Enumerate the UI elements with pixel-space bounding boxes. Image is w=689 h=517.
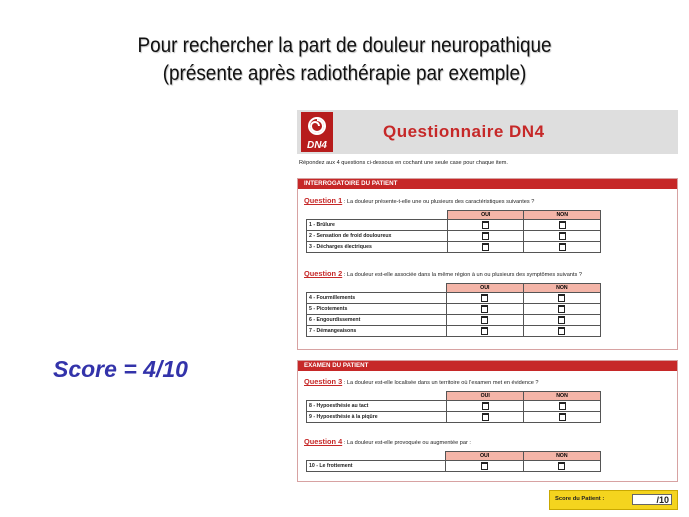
item-label: 7 - Démangeaisons (307, 326, 447, 337)
table-row (307, 326, 601, 337)
no-checkbox[interactable] (558, 305, 565, 313)
yes-checkbox[interactable] (481, 305, 488, 313)
no-checkbox[interactable] (558, 294, 565, 302)
no-checkbox[interactable] (559, 243, 566, 251)
question-3-table (306, 391, 601, 423)
no-checkbox[interactable] (559, 232, 566, 240)
no-checkbox[interactable] (558, 462, 565, 470)
slide-title-line-2: (présente après radiothérapie par exemple) (162, 62, 527, 85)
question-number: Question 2 (304, 269, 343, 278)
yes-checkbox[interactable] (481, 327, 488, 335)
dn4-logo (301, 112, 333, 152)
yes-checkbox[interactable] (482, 413, 489, 421)
table-row (307, 242, 601, 253)
questionnaire-header (297, 110, 678, 154)
item-label: 1 - Brûlure (307, 220, 448, 231)
item-label: 5 - Picotements (307, 304, 447, 315)
item-label: 10 - Le frottement (307, 461, 446, 472)
dn4-questionnaire (297, 108, 678, 513)
item-label: 3 - Décharges électriques (307, 242, 448, 253)
question-number: Question 3 (304, 377, 343, 386)
section-examen (297, 360, 678, 482)
question-number: Question 1 (304, 196, 343, 205)
question-text: : La douleur est-elle provoquée ou augmentée par : (342, 440, 471, 446)
table-row (307, 304, 601, 315)
question-text: : La douleur est-elle associée dans la même région à un ou plusieurs des symptômes suivants ? (342, 272, 582, 278)
item-label: 4 - Fourmillements (307, 293, 447, 304)
table-row (307, 461, 601, 472)
yes-column-header: OUI (447, 392, 524, 401)
section-header: EXAMEN DU PATIENT (298, 361, 677, 371)
patient-score-box (549, 490, 678, 510)
item-label: 8 - Hypoesthésie au tact (307, 401, 447, 412)
question-text: : La douleur présente-t-elle une ou plusieurs des caractéristiques suivantes ? (342, 199, 535, 205)
question-1 (304, 196, 534, 205)
question-4-table (306, 451, 601, 472)
questionnaire-title: Questionnaire DN4 (383, 122, 545, 141)
item-label: 2 - Sensation de froid douloureux (307, 231, 448, 242)
yes-checkbox[interactable] (482, 232, 489, 240)
logo-label: DN4 (306, 140, 327, 151)
no-checkbox[interactable] (559, 413, 566, 421)
question-2 (304, 269, 582, 278)
yes-checkbox[interactable] (482, 243, 489, 251)
question-text: : La douleur est-elle localisée dans un territoire où l'examen met en évidence ? (342, 380, 539, 386)
table-row (307, 220, 601, 231)
no-checkbox[interactable] (559, 221, 566, 229)
table-row (307, 231, 601, 242)
score-summary: Score = 4/10 (53, 356, 188, 382)
slide-title-line-1: Pour rechercher la part de douleur neuropathique (137, 34, 552, 57)
no-checkbox[interactable] (558, 316, 565, 324)
item-label: 6 - Engourdissement (307, 315, 447, 326)
yes-checkbox[interactable] (481, 462, 488, 470)
no-column-header: NON (523, 284, 600, 293)
table-row (307, 401, 601, 412)
yes-column-header: OUI (446, 452, 523, 461)
no-column-header: NON (524, 211, 601, 220)
item-label: 9 - Hypoesthésie à la piqûre (307, 412, 447, 423)
yes-column-header: OUI (446, 284, 523, 293)
table-row (307, 315, 601, 326)
yes-column-header: OUI (448, 211, 524, 220)
questionnaire-intro: Répondez aux 4 questions ci-dessous en cochant une seule case pour chaque item. (299, 160, 508, 166)
no-checkbox[interactable] (558, 327, 565, 335)
slide-title (34, 32, 654, 88)
yes-checkbox[interactable] (482, 221, 489, 229)
patient-score-field[interactable]: /10 (632, 494, 672, 505)
no-column-header: NON (523, 452, 600, 461)
table-row (307, 412, 601, 423)
question-3 (304, 377, 539, 386)
patient-score-label: Score du Patient : (555, 496, 605, 502)
question-1-table (306, 210, 601, 253)
yes-checkbox[interactable] (481, 316, 488, 324)
no-column-header: NON (524, 392, 601, 401)
question-number: Question 4 (304, 437, 343, 446)
yes-checkbox[interactable] (481, 294, 488, 302)
question-4 (304, 437, 471, 446)
section-interrogatoire (297, 178, 678, 350)
section-header: INTERROGATOIRE DU PATIENT (298, 179, 677, 189)
question-2-table (306, 283, 601, 337)
table-row (307, 293, 601, 304)
spiral-hand-icon (307, 116, 327, 136)
yes-checkbox[interactable] (482, 402, 489, 410)
no-checkbox[interactable] (559, 402, 566, 410)
